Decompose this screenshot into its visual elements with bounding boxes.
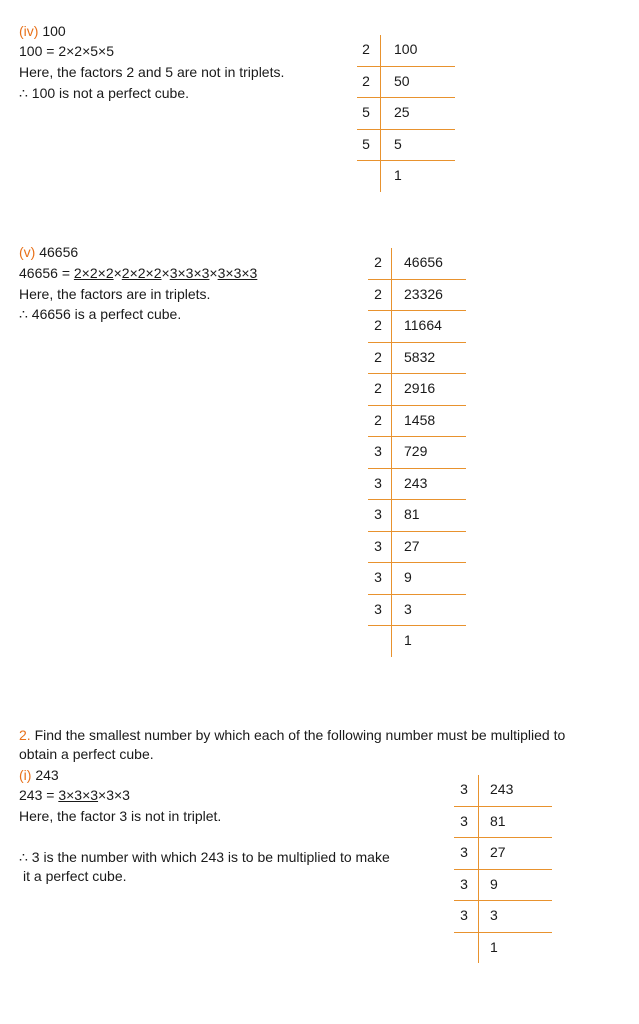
quotient: 9 (404, 569, 412, 585)
part-v-equation (19, 265, 257, 282)
division-row (357, 98, 455, 130)
division-vertical-rule (380, 35, 381, 192)
divisor: 3 (374, 569, 382, 585)
divisor: 3 (374, 506, 382, 522)
part-v-group-3: 3×3×3 (169, 265, 210, 281)
quotient: 11664 (404, 317, 442, 333)
part-iv-equation-rhs: 2×2×5×5 (58, 43, 114, 59)
part-v-times-3: × (209, 265, 218, 281)
part-iv-equation (19, 43, 114, 60)
division-row (368, 595, 466, 627)
divisor: 3 (460, 875, 468, 892)
quotient: 25 (394, 104, 410, 120)
question-2-line-1 (19, 727, 565, 744)
divisor: 2 (374, 254, 382, 270)
divisor: 3 (460, 844, 468, 860)
question-2-text-1: Find the smallest number by which each of the following number must be multiplied to (30, 727, 566, 743)
part-v-label: (v) (19, 244, 36, 260)
question-2-number: 2. (19, 727, 31, 743)
quotient: 2916 (404, 380, 436, 396)
divisor: 3 (460, 781, 468, 797)
division-row (368, 406, 466, 438)
part-v-number: 46656 (39, 244, 79, 260)
q2-part-i-conclusion-2: it a perfect cube. (23, 868, 127, 884)
quotient: 9 (490, 875, 498, 892)
part-iv-conclusion: ∴ 100 is not a perfect cube. (19, 85, 190, 101)
divisor: 3 (460, 812, 468, 829)
part-iv-division-table (357, 35, 455, 192)
quotient: 3 (490, 907, 498, 923)
q2-part-i-equation-lhs: 243 = (19, 787, 59, 803)
division-row (368, 469, 466, 501)
divisor: 3 (460, 907, 468, 923)
division-row (368, 437, 466, 469)
part-v-times-1: × (113, 265, 122, 281)
divisor: 5 (362, 104, 370, 120)
divisor: 2 (374, 285, 382, 302)
division-vertical-rule (478, 775, 479, 963)
divisor: 5 (362, 135, 370, 152)
quotient: 81 (404, 506, 420, 522)
part-iv-label: (iv) (19, 23, 39, 39)
part-v-division-table (368, 248, 466, 657)
divisor: 2 (374, 411, 382, 428)
division-row (454, 870, 552, 902)
part-v-heading (19, 244, 78, 261)
division-row (454, 807, 552, 839)
division-row (357, 130, 455, 162)
division-row (357, 161, 455, 192)
part-v-statement: Here, the factors are in triplets. (19, 286, 211, 302)
quotient: 81 (490, 812, 506, 829)
division-vertical-rule (391, 248, 392, 657)
division-row (454, 933, 552, 964)
divisor: 2 (362, 41, 370, 57)
division-row (357, 35, 455, 67)
quotient: 46656 (404, 254, 443, 270)
q2-part-i-conclusion-1: ∴ 3 is the number with which 243 is to be multiplied to make (19, 849, 390, 865)
q2-part-i-equation (19, 787, 130, 804)
divisor: 2 (362, 72, 370, 89)
divisor: 3 (374, 600, 382, 617)
question-2-line-2: obtain a perfect cube. (19, 746, 154, 762)
division-row (368, 500, 466, 532)
division-row (454, 775, 552, 807)
part-v-conclusion: ∴ 46656 is a perfect cube. (19, 306, 182, 322)
divisor: 3 (374, 474, 382, 491)
division-row (454, 838, 552, 870)
quotient: 243 (404, 474, 428, 491)
divisor: 2 (374, 317, 382, 333)
divisor: 3 (374, 537, 382, 554)
q2-part-i-group: 3×3×3 (58, 787, 99, 803)
quotient: 50 (394, 72, 410, 89)
part-iv-statement: Here, the factors 2 and 5 are not in triplets. (19, 64, 285, 80)
division-row (368, 626, 466, 657)
division-row (368, 563, 466, 595)
quotient: 5 (394, 135, 402, 152)
quotient: 5832 (404, 348, 436, 365)
q2-part-i-label: (i) (19, 767, 32, 783)
q2-part-i-number: 243 (35, 767, 59, 783)
divisor: 3 (374, 443, 382, 459)
divisor: 2 (374, 348, 382, 365)
division-row (368, 280, 466, 312)
division-row (368, 311, 466, 343)
q2-part-i-rest: ×3×3 (98, 787, 130, 803)
division-row (368, 374, 466, 406)
quotient: 23326 (404, 285, 443, 302)
q2-part-i-division-table (454, 775, 552, 963)
division-row (368, 248, 466, 280)
division-row (368, 532, 466, 564)
quotient: 1 (490, 938, 498, 955)
quotient: 1 (404, 632, 412, 648)
part-v-group-4: 3×3×3 (217, 265, 258, 281)
division-row (357, 67, 455, 99)
part-iv-equation-lhs: 100 = (19, 43, 59, 59)
part-v-times-2: × (161, 265, 170, 281)
divisor: 2 (374, 380, 382, 396)
part-v-equation-lhs: 46656 = (19, 265, 74, 281)
quotient: 243 (490, 781, 514, 797)
quotient: 729 (404, 443, 428, 459)
part-iv-heading (19, 23, 66, 40)
q2-part-i-heading (19, 767, 59, 784)
part-v-group-1: 2×2×2 (73, 265, 114, 281)
q2-part-i-statement: Here, the factor 3 is not in triplet. (19, 808, 222, 824)
quotient: 1458 (404, 411, 436, 428)
quotient: 1 (394, 167, 402, 183)
part-v-group-2: 2×2×2 (121, 265, 162, 281)
quotient: 100 (394, 41, 418, 57)
quotient: 3 (404, 600, 412, 617)
division-row (454, 901, 552, 933)
quotient: 27 (404, 537, 420, 554)
part-iv-number: 100 (42, 23, 66, 39)
quotient: 27 (490, 844, 506, 860)
division-row (368, 343, 466, 375)
